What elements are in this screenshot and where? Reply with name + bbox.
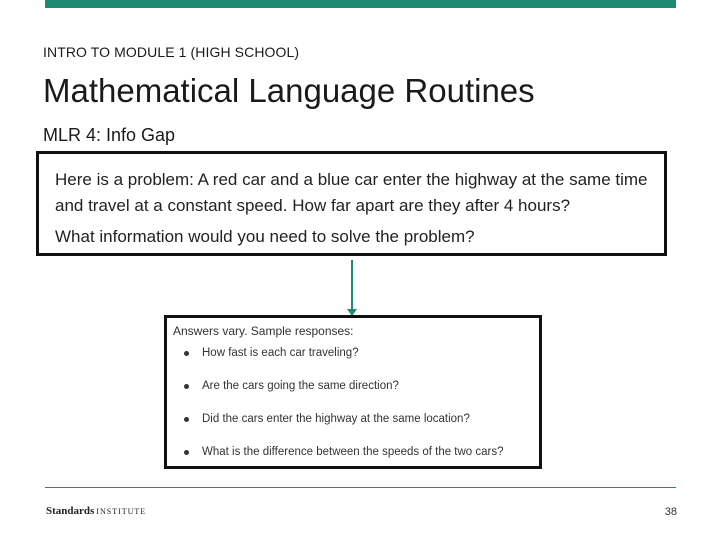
logo [46, 505, 146, 517]
logo-suffix: INSTITUTE [96, 507, 147, 516]
problem-box [36, 151, 667, 256]
problem-statement: Here is a problem: A red car and a blue car enter the highway at the same time and travel at a constant speed. How far apart are they after 4 hours? [55, 170, 648, 215]
page-subtitle: MLR 4: Info Gap [43, 125, 176, 145]
bullet-icon [184, 450, 189, 455]
bullet-icon [184, 384, 189, 389]
bullet-icon [184, 417, 189, 422]
page-number: 38 [664, 506, 677, 518]
list-item [173, 377, 533, 410]
answers-list [173, 344, 533, 476]
connector-line [351, 260, 353, 312]
answer-text: What is the difference between the speeds of the two cars? [202, 446, 504, 458]
top-accent-bar [45, 0, 676, 8]
logo-main: Standards [46, 505, 95, 517]
footer-rule [45, 487, 676, 488]
answer-text: Did the cars enter the highway at the same location? [202, 413, 470, 425]
list-item [173, 344, 533, 377]
answers-box [164, 315, 542, 469]
problem-question: What information would you need to solve the problem? [55, 227, 475, 246]
page-title: Mathematical Language Routines [43, 72, 535, 109]
bullet-icon [184, 351, 189, 356]
answer-text: Are the cars going the same direction? [202, 380, 399, 392]
section-eyebrow: INTRO TO MODULE 1 (HIGH SCHOOL) [43, 44, 300, 60]
answer-text: How fast is each car traveling? [202, 347, 359, 359]
list-item [173, 443, 533, 476]
list-item [173, 410, 533, 443]
answers-intro: Answers vary. Sample responses: [173, 324, 354, 338]
